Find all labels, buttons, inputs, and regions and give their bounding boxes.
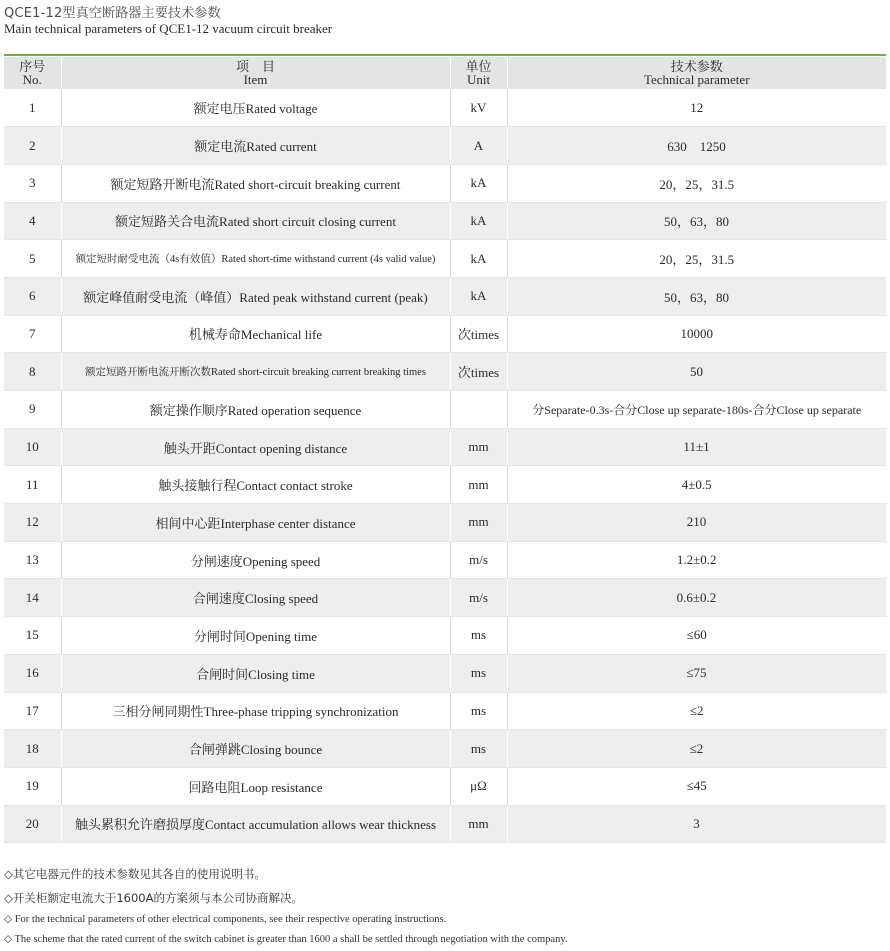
title-cn: QCE1-12型真空断路器主要技术参数 [4,6,221,21]
row-value: ≤75 [507,654,886,692]
row-value: 0.6±0.2 [507,579,886,617]
table-row [4,391,886,429]
table-row [4,127,886,165]
header-unit: 单位 Unit [450,57,507,89]
row-unit: kA [450,164,507,202]
row-unit: m/s [450,541,507,579]
row-number: 3 [4,164,61,202]
row-value: 20，25，31.5 [507,164,886,202]
title-divider [4,54,886,56]
row-item: 触头接触行程Contact contact stroke [61,466,450,504]
row-number: 16 [4,654,61,692]
row-number: 20 [4,805,61,843]
row-number: 13 [4,541,61,579]
row-unit: ms [450,654,507,692]
row-unit: mm [450,466,507,504]
row-unit: kV [450,89,507,127]
row-unit: mm [450,428,507,466]
row-item: 分闸速度Opening speed [61,541,450,579]
row-item: 分闸时间Opening time [61,617,450,655]
row-value: 50，63，80 [507,277,886,315]
row-unit: 次times [450,315,507,353]
row-unit: A [450,127,507,165]
table-row [4,654,886,692]
table-row [4,240,886,278]
table-row [4,164,886,202]
row-number: 19 [4,767,61,805]
row-number: 12 [4,504,61,542]
table-row [4,541,886,579]
row-number: 1 [4,89,61,127]
notes [4,862,886,950]
row-unit: mm [450,805,507,843]
row-value: 630 1250 [507,127,886,165]
row-item: 合闸速度Closing speed [61,579,450,617]
table-row [4,89,886,127]
table-row [4,277,886,315]
table-row [4,579,886,617]
row-item: 额定短路开断电流Rated short-circuit breaking current [61,164,450,202]
row-number: 9 [4,391,61,429]
row-item: 合闸弹跳Closing bounce [61,730,450,768]
row-item: 相间中心距Interphase center distance [61,504,450,542]
table-row [4,315,886,353]
table-header-row [4,57,886,89]
row-value: ≤2 [507,730,886,768]
table-row [4,428,886,466]
row-item: 额定操作顺序Rated operation sequence [61,391,450,429]
table-row [4,805,886,843]
row-number: 8 [4,353,61,391]
row-unit: μΩ [450,767,507,805]
table-row [4,504,886,542]
row-number: 10 [4,428,61,466]
row-unit: ms [450,617,507,655]
title-en: Main technical parameters of QCE1-12 vacuum circuit breaker [4,21,333,36]
table-row [4,466,886,504]
row-number: 11 [4,466,61,504]
row-number: 4 [4,202,61,240]
row-item: 额定短路关合电流Rated short circuit closing current [61,202,450,240]
row-value: 分Separate-0.3s-合分Close up separate-180s-合分Close up separate [507,391,886,429]
table-row [4,353,886,391]
row-unit: m/s [450,579,507,617]
row-value: ≤45 [507,767,886,805]
row-unit: kA [450,277,507,315]
row-number: 17 [4,692,61,730]
row-number: 6 [4,277,61,315]
row-value: 20，25，31.5 [507,240,886,278]
row-item: 回路电阻Loop resistance [61,767,450,805]
note-en-1: ◇ For the technical parameters of other electrical components, see their respective operating instructions. [4,914,447,925]
row-item: 额定短时耐受电流（4s有效值）Rated short-time withstand current (4s valid value) [61,240,450,278]
row-unit: kA [450,240,507,278]
row-value: 3 [507,805,886,843]
note-en-2: ◇ The scheme that the rated current of the switch cabinet is greater than 1600 a shall be settled through negotiation with the company. [4,934,568,945]
row-value: 11±1 [507,428,886,466]
row-number: 15 [4,617,61,655]
row-number: 18 [4,730,61,768]
row-value: 4±0.5 [507,466,886,504]
row-value: 210 [507,504,886,542]
row-value: 1.2±0.2 [507,541,886,579]
row-unit: ms [450,730,507,768]
row-item: 额定短路开断电流开断次数Rated short-circuit breaking current breaking times [61,353,450,391]
row-unit: ms [450,692,507,730]
header-parameter: 技术参数 Technical parameter [507,57,886,89]
row-unit: mm [450,504,507,542]
table-row [4,692,886,730]
table-row [4,202,886,240]
row-value: 50 [507,353,886,391]
row-unit: kA [450,202,507,240]
row-value: ≤2 [507,692,886,730]
parameter-table [4,57,887,843]
row-unit [450,391,507,429]
row-value: 50，63，80 [507,202,886,240]
row-item: 触头开距Contact opening distance [61,428,450,466]
row-value: 12 [507,89,886,127]
table-row [4,767,886,805]
row-unit: 次times [450,353,507,391]
note-cn-1: ◇其它电器元件的技术参数见其各自的使用说明书。 [4,867,266,881]
row-value: ≤60 [507,617,886,655]
row-item: 额定峰值耐受电流（峰值）Rated peak withstand current (peak) [61,277,450,315]
row-item: 额定电压Rated voltage [61,89,450,127]
row-item: 触头累积允许磨损厚度Contact accumulation allows wear thickness [61,805,450,843]
table-row [4,730,886,768]
header-no: 序号 No. [4,57,61,89]
row-item: 三相分闸同期性Three-phase tripping synchronization [61,692,450,730]
row-item: 额定电流Rated current [61,127,450,165]
row-number: 2 [4,127,61,165]
row-number: 5 [4,240,61,278]
row-item: 机械寿命Mechanical life [61,315,450,353]
table-row [4,617,886,655]
row-number: 7 [4,315,61,353]
row-number: 14 [4,579,61,617]
row-item: 合闸时间Closing time [61,654,450,692]
note-cn-2: ◇开关柜额定电流大于1600A的方案须与本公司协商解决。 [4,891,303,905]
row-value: 10000 [507,315,886,353]
header-item: 项 目 Item [61,57,450,89]
